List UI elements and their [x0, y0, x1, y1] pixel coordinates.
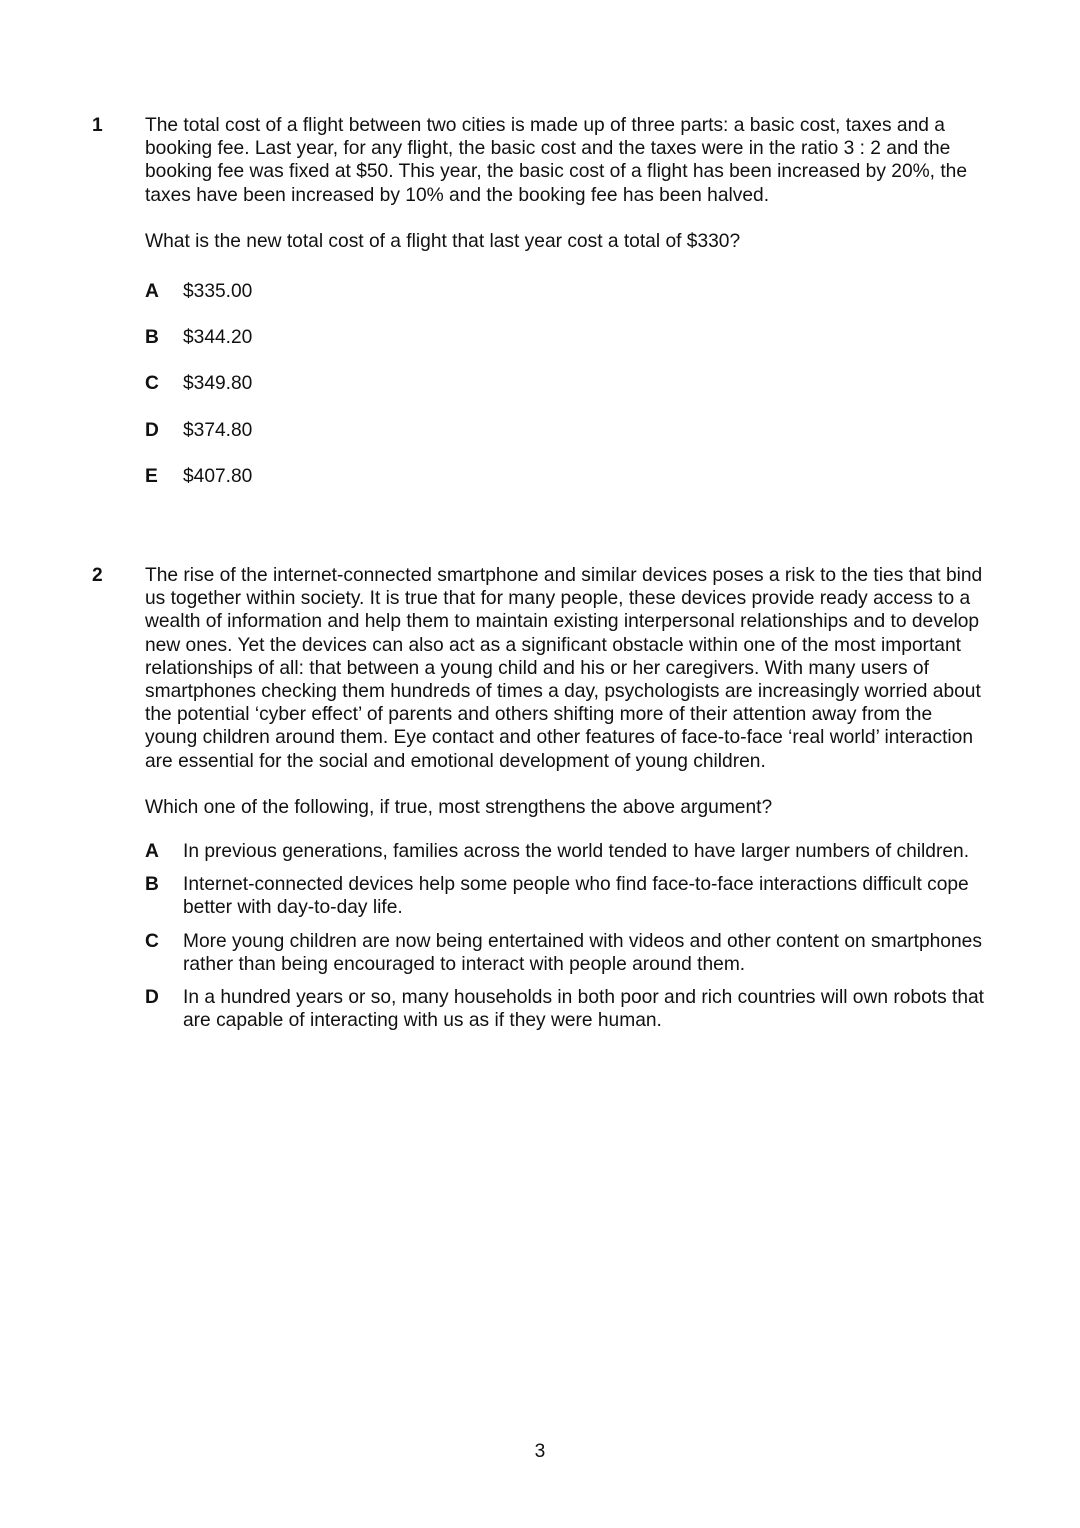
answer-options — [145, 840, 985, 1032]
question-body — [145, 564, 985, 1032]
option-letter: D — [145, 987, 159, 1009]
option-text: Internet-connected devices help some people who find face-to-face interactions difficult cope better with day-to-day life. — [183, 874, 969, 919]
option-text: $344.20 — [183, 327, 253, 349]
question-body — [145, 114, 985, 488]
answer-option-a[interactable] — [145, 280, 985, 303]
question-prompt: What is the new total cost of a flight that last year cost a total of $330? — [145, 230, 741, 252]
page-number: 3 — [534, 1441, 546, 1462]
option-text: $349.80 — [183, 373, 253, 395]
option-text: $407.80 — [183, 465, 253, 487]
option-letter: B — [145, 327, 159, 349]
answer-option-c[interactable] — [145, 930, 985, 976]
option-text: In a hundred years or so, many households in both poor and rich countries will own robots that are capable of interacting with us as if they were human. — [183, 987, 985, 1032]
option-letter: D — [145, 419, 159, 441]
question-stem: The total cost of a flight between two cities is made up of three parts: a basic cost, taxes and a booking fee. Last year, for any flight, the basic cost and the taxes were in the ratio 3 : 2 and the booking fee was fixed at $50. This year, the basic cost of a flight has been increased by 20%, the taxes have been increased by 10% and the booking fee has been halved. — [145, 115, 968, 206]
option-letter: E — [145, 465, 158, 487]
option-letter: A — [145, 841, 159, 863]
answer-option-d[interactable] — [145, 419, 985, 442]
question-number: 2 — [92, 565, 103, 586]
answer-option-d[interactable] — [145, 986, 985, 1032]
answer-option-c[interactable] — [145, 372, 985, 395]
option-text: $374.80 — [183, 419, 253, 441]
option-letter: C — [145, 373, 159, 395]
option-letter: A — [145, 281, 159, 303]
option-text: $335.00 — [183, 281, 253, 303]
question-2 — [92, 564, 992, 1032]
answer-option-b[interactable] — [145, 326, 985, 349]
option-text: More young children are now being entertained with videos and other content on smartphones rather than being encouraged to interact with people around them. — [183, 930, 982, 975]
option-letter: B — [145, 874, 159, 896]
question-1 — [92, 114, 992, 488]
option-letter: C — [145, 930, 159, 952]
question-stem: The rise of the internet-connected smartphone and similar devices poses a risk to the ties that bind us together within society. It is true that for many people, these devices provide ready access to a wealth of information and help them to maintain existing interpersonal relationships and to develop new ones. Yet the devices can also act as a significant obstacle within one of the most important relationships of all: that between a young child and his or her caregivers. With many users of smartphones checking them hundreds of times a day, psychologists are increasingly worried about the potential ‘cyber effect’ of parents and others shifting more of their attention away from the young children around them. Eye contact and other features of face-to-face ‘real world’ interaction are essential for the social and emotional development of young children. — [145, 565, 983, 772]
answer-option-a[interactable] — [145, 840, 985, 863]
question-number: 1 — [92, 115, 103, 136]
answer-option-b[interactable] — [145, 873, 985, 919]
question-prompt: Which one of the following, if true, most strengthens the above argument? — [145, 796, 773, 818]
answer-options — [145, 280, 985, 488]
option-text: In previous generations, families across the world tended to have larger numbers of children. — [183, 841, 970, 863]
answer-option-e[interactable] — [145, 465, 985, 488]
